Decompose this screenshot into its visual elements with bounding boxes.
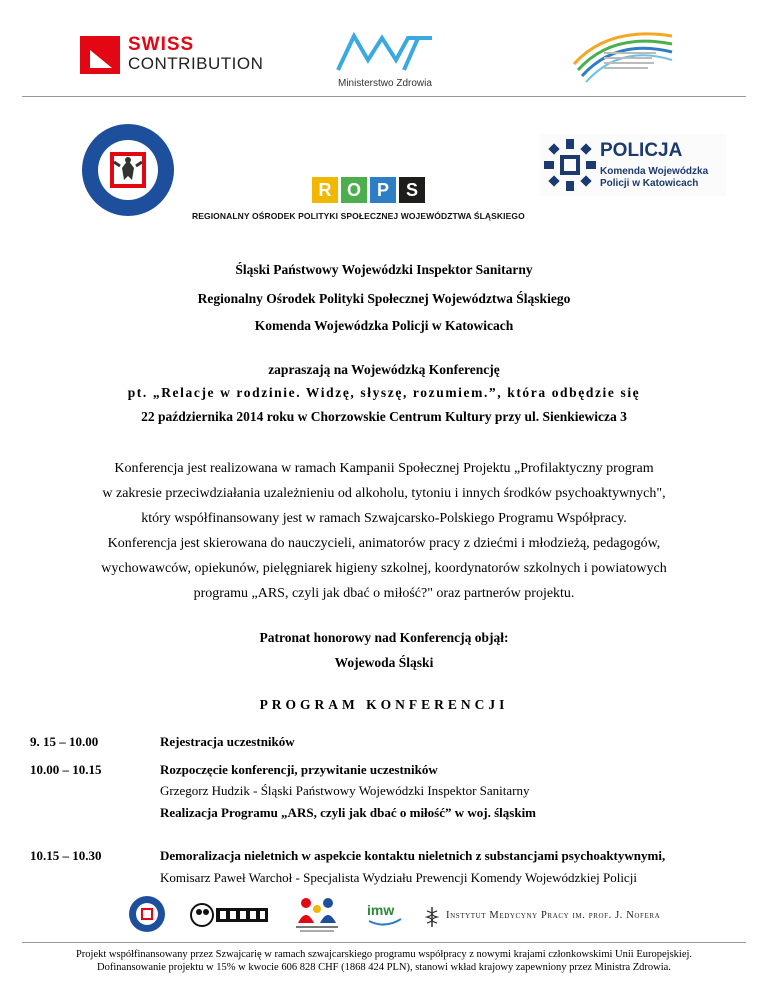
- sanitary-seal-small-icon: [128, 895, 166, 933]
- rops-letter-o: O: [341, 177, 367, 203]
- program-speaker-3: Komisarz Paweł Warchoł - Specjalista Wydziału Prewencji Komendy Wojewódzkiej Policji: [160, 870, 637, 885]
- program-subtitle-2: Realizacja Programu „ARS, czyli jak dbać o miłość” w woj. śląskim: [160, 805, 537, 820]
- rops-logo: [312, 177, 427, 204]
- description-line-6: programu „ARS, czyli jak dbać o miłość?" oraz partnerów projektu.: [193, 586, 575, 601]
- rops-caption: REGIONALNY OŚRODEK POLITYKI SPOŁECZNEJ WOJEWÓDZTWA ŚLĄSKIEGO: [192, 211, 525, 221]
- police-subtitle-line2: Policji w Katowicach: [600, 178, 699, 189]
- organizer-2: Regionalny Ośrodek Polityki Społecznej Województwa Śląskiego: [197, 291, 571, 306]
- description-line-5: wychowawców, opiekunów, pielęgniarek higieny szkolnej, koordynatorów szkolnych i powiatowych: [101, 561, 667, 576]
- swiss-cross-icon: [80, 36, 120, 74]
- patronage-line-2: Wojewoda Śląski: [334, 655, 434, 670]
- description-line-2: w zakresie przeciwdziałania uzależnieniu od alkoholu, tytoniu i innych środków psychoaktywnych",: [102, 486, 666, 501]
- nofer-institute-text: Instytut Medycyny Pracy im. prof. J. Nofera: [446, 910, 661, 921]
- bottom-divider: [22, 942, 746, 943]
- rops-letter-p: P: [370, 177, 396, 203]
- rops-letter-s: S: [399, 177, 425, 203]
- sanitary-inspection-logo: [80, 122, 176, 218]
- invitation-line-1: zapraszają na Wojewódzką Konferencję: [268, 362, 500, 377]
- program-title-3: Demoralizacja nieletnich w aspekcie kontaktu nieletnich z substancjami psychoaktywnymi,: [160, 848, 666, 863]
- footer-line-2: Dofinansowanie projektu w 15% w kwocie 606 828 CHF (1868 424 PLN), stanowi wkład krajowy zapewniony przez Ministra Zdrowia.: [97, 962, 671, 973]
- invitation-line-2: pt. „Relacje w rodzinie. Widzę, słyszę, rozumiem.”, która odbędzie się: [127, 385, 641, 400]
- imw-logo: [365, 899, 405, 934]
- footer-line-1: Projekt współfinansowany przez Szwajcarię w ramach szwajcarskiego programu współpracy z nowymi krajami członkowskimi Unii Europejskiej.: [75, 949, 693, 960]
- program-title-1: Rejestracja uczestników: [160, 734, 295, 749]
- police-title: POLICJA: [600, 140, 683, 161]
- rops-letter-r: R: [312, 177, 338, 203]
- caduceus-icon: [422, 905, 442, 929]
- ministry-mark-icon: [330, 30, 440, 78]
- swiss-logo-line1: SWISS: [128, 34, 195, 55]
- top-divider: [22, 96, 746, 97]
- svg-text:imw: imw: [367, 902, 395, 918]
- swiss-contribution-logo: [80, 34, 264, 76]
- family-figures-icon: [294, 895, 340, 933]
- sanitary-logo-small: [128, 895, 166, 938]
- swiss-logo-line2: CONTRIBUTION: [128, 54, 264, 73]
- organizer-1: Śląski Państwowy Wojewódzki Inspektor Sanitarny: [235, 262, 533, 277]
- organizer-3: Komenda Wojewódzka Policji w Katowicach: [254, 318, 514, 333]
- program-speaker-2: Grzegorz Hudzik - Śląski Państwowy Wojewódzki Inspektor Sanitarny: [160, 783, 530, 798]
- program-time-3: 10.15 – 10.30: [30, 848, 102, 863]
- program-title-2: Rozpoczęcie konferencji, przywitanie uczestników: [160, 762, 438, 777]
- parpa-logo-top: [568, 22, 678, 88]
- program-time-2: 10.00 – 10.15: [30, 762, 102, 777]
- description-line-3: który współfinansowany jest w ramach Szwajcarsko-Polskiego Programu Współpracy.: [141, 511, 627, 526]
- program-time-1: 9. 15 – 10.00: [30, 734, 99, 749]
- family-association-logo: [294, 895, 340, 938]
- police-logo: [540, 134, 726, 196]
- imw-mark-icon: [365, 899, 405, 929]
- description-line-1: Konferencja jest realizowana w ramach Kampanii Społecznej Projektu „Profilaktyczny program: [114, 461, 654, 476]
- ministry-of-health-logo: [330, 30, 440, 90]
- invitation-line-3: 22 października 2014 roku w Chorzowskie Centrum Kultury przy ul. Sienkiewicza 3: [141, 409, 627, 424]
- swoosh-logo-icon: [568, 22, 678, 88]
- police-subtitle-line1: Komenda Wojewódzka: [600, 166, 709, 177]
- police-subtitle: [600, 166, 708, 190]
- program-heading: PROGRAM KONFERENCJI: [259, 697, 509, 712]
- sanitary-seal-icon: [80, 122, 176, 218]
- nofer-institute-logo: [420, 903, 720, 933]
- parpa-logo-bottom: [190, 900, 270, 935]
- police-star-icon: [542, 137, 598, 193]
- patronage-line-1: Patronat honorowy nad Konferencją objął:: [259, 630, 509, 645]
- description-line-4: Konferencja jest skierowana do nauczycieli, animatorów pracy z dziećmi i młodzieżą, pedagogów,: [107, 536, 661, 551]
- ministry-logo-text: Ministerstwo Zdrowia: [338, 78, 432, 89]
- parpa-mark-icon: [190, 900, 270, 930]
